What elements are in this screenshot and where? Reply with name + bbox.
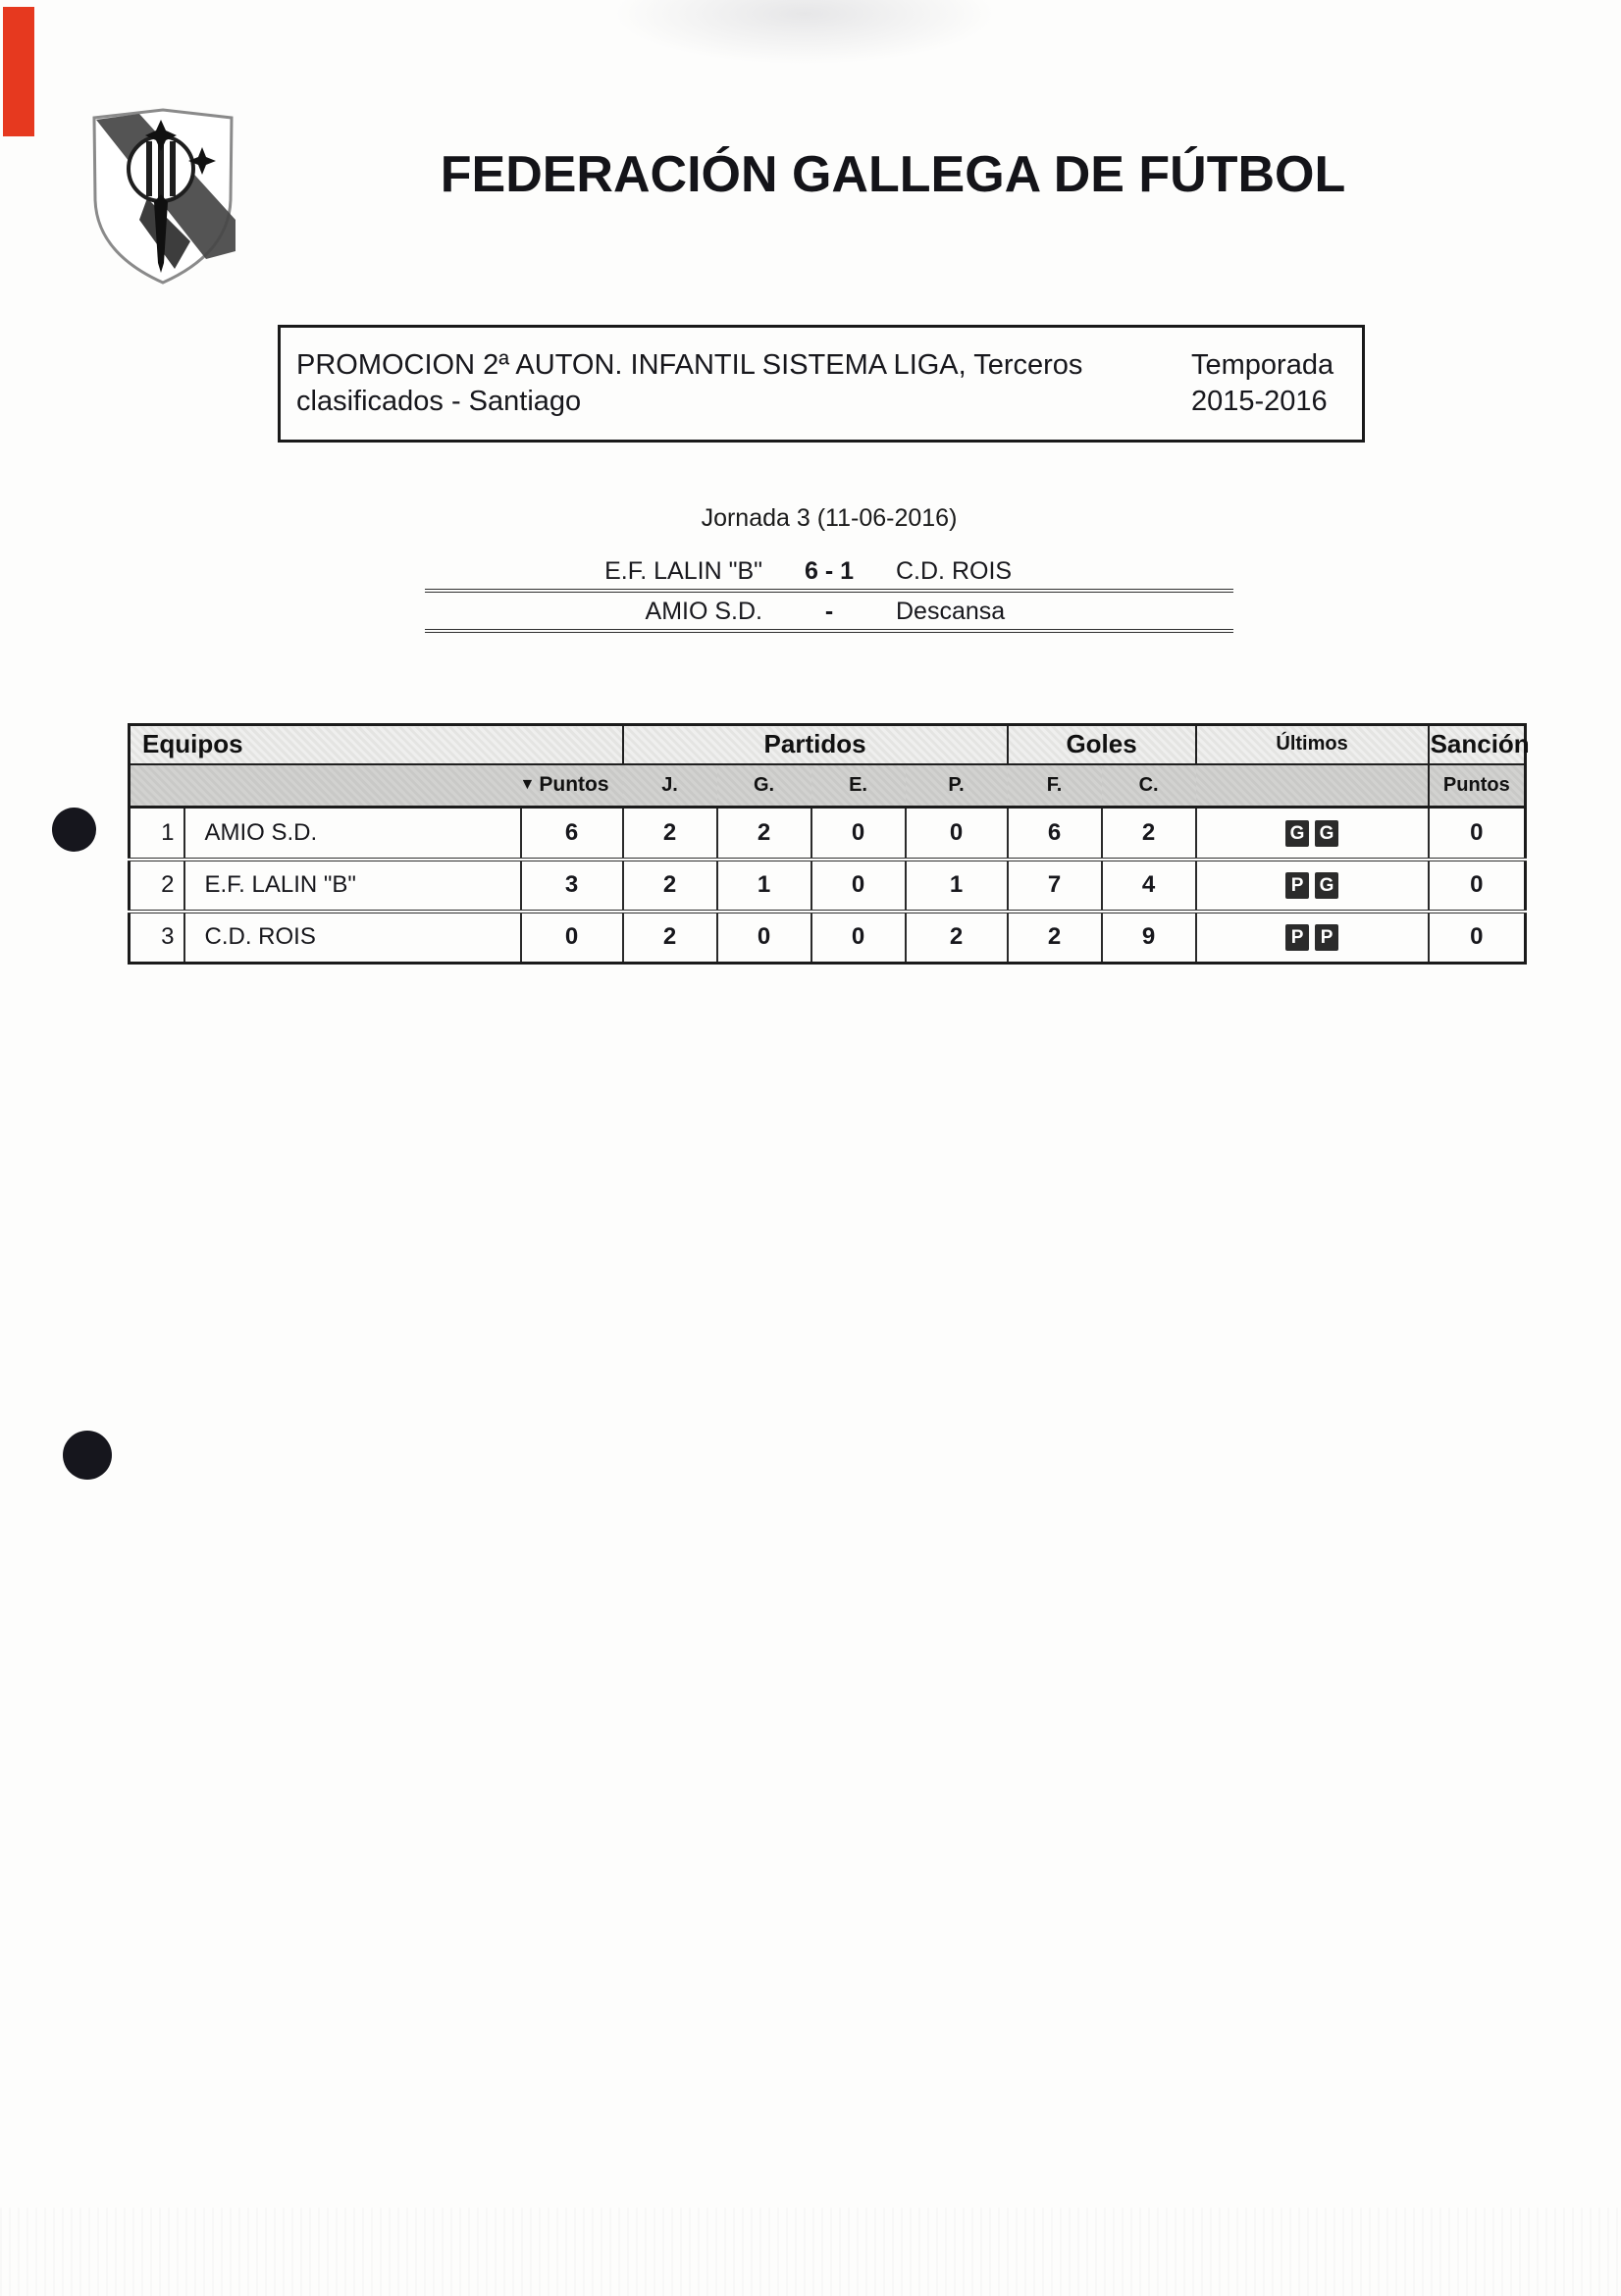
hole-punch-dot <box>52 808 96 852</box>
header-puntos-label: Puntos <box>539 773 609 797</box>
cell-sancion: 0 <box>1429 912 1526 964</box>
match-score: - <box>824 598 834 625</box>
cell-sancion: 0 <box>1429 808 1526 860</box>
header-c: C. <box>1102 764 1196 808</box>
header-ultimos: Últimos <box>1196 725 1429 764</box>
header-f: F. <box>1008 764 1102 808</box>
match-results <box>425 557 1233 638</box>
standings-table <box>128 723 1530 965</box>
cell-p: 2 <box>906 912 1008 964</box>
lost-badge: P <box>1285 872 1309 899</box>
standings-body <box>130 808 1526 964</box>
header-ultimos-empty <box>1196 764 1429 808</box>
season-label: Temporada <box>1191 349 1334 381</box>
competition-name-line2: clasificados - Santiago <box>296 386 582 417</box>
match-home-team: E.F. LALIN "B" <box>604 557 762 585</box>
lost-badge: P <box>1285 924 1309 951</box>
scan-noise-band <box>0 2208 1621 2296</box>
header-g: G. <box>717 764 811 808</box>
round-title: Jornada 3 (11-06-2016) <box>701 504 958 532</box>
header-p: P. <box>906 764 1008 808</box>
red-bookmark-tab <box>3 7 34 136</box>
cell-f: 7 <box>1008 860 1102 912</box>
document-title: FEDERACIÓN GALLEGA DE FÚTBOL <box>440 146 1346 203</box>
cell-ultimos <box>1196 860 1429 912</box>
header-partidos: Partidos <box>623 725 1008 764</box>
cell-e: 0 <box>811 860 906 912</box>
fgf-crest-logo <box>88 104 237 288</box>
scan-smudge <box>599 0 1011 69</box>
cell-g: 1 <box>717 860 811 912</box>
header-puntos-sorted <box>130 764 623 808</box>
cell-g: 2 <box>717 808 811 860</box>
standings-row <box>130 860 1526 912</box>
cell-c: 2 <box>1102 808 1196 860</box>
lost-badge: P <box>1315 924 1338 951</box>
competition-box <box>278 325 1365 443</box>
season-value: 2015-2016 <box>1191 386 1328 417</box>
cell-puntos: 3 <box>521 860 623 912</box>
cell-team: E.F. LALIN "B" <box>184 860 521 912</box>
competition-name-line1: PROMOCION 2ª AUTON. INFANTIL SISTEMA LIGA, Terceros <box>296 349 1083 381</box>
header-goles: Goles <box>1008 725 1196 764</box>
cell-sancion: 0 <box>1429 860 1526 912</box>
match-row <box>425 557 1233 593</box>
cell-team: AMIO S.D. <box>184 808 521 860</box>
won-badge: G <box>1315 872 1338 899</box>
cell-ultimos <box>1196 912 1429 964</box>
cell-ultimos <box>1196 808 1429 860</box>
cell-e: 0 <box>811 808 906 860</box>
cell-p: 0 <box>906 808 1008 860</box>
cell-pos: 2 <box>130 860 184 912</box>
header-j: J. <box>623 764 717 808</box>
cell-pos: 1 <box>130 808 184 860</box>
cell-c: 9 <box>1102 912 1196 964</box>
cell-f: 2 <box>1008 912 1102 964</box>
cell-p: 1 <box>906 860 1008 912</box>
season <box>1191 347 1362 420</box>
cell-j: 2 <box>623 860 717 912</box>
won-badge: G <box>1315 820 1338 847</box>
header-e: E. <box>811 764 906 808</box>
match-score: 6 - 1 <box>804 557 855 585</box>
sort-descending-icon: ▼ <box>519 776 536 794</box>
cell-j: 2 <box>623 808 717 860</box>
cell-puntos: 6 <box>521 808 623 860</box>
cell-team: C.D. ROIS <box>184 912 521 964</box>
header-equipos: Equipos <box>130 725 623 764</box>
cell-g: 0 <box>717 912 811 964</box>
header-sancion-puntos: Puntos <box>1429 764 1526 808</box>
standings-column-header-row <box>130 764 1526 808</box>
standings-row <box>130 912 1526 964</box>
standings-row <box>130 808 1526 860</box>
match-away-team: C.D. ROIS <box>896 557 1013 585</box>
match-home-team: AMIO S.D. <box>645 598 762 625</box>
cell-pos: 3 <box>130 912 184 964</box>
hole-punch-dot <box>63 1431 112 1480</box>
cell-puntos: 0 <box>521 912 623 964</box>
cell-f: 6 <box>1008 808 1102 860</box>
match-row <box>425 598 1233 633</box>
match-away-team: Descansa <box>896 598 1006 625</box>
standings-group-header-row <box>130 725 1526 764</box>
cell-c: 4 <box>1102 860 1196 912</box>
cell-e: 0 <box>811 912 906 964</box>
header-sancion: Sanción <box>1429 725 1526 764</box>
won-badge: G <box>1285 820 1309 847</box>
competition-name <box>281 347 1191 420</box>
cell-j: 2 <box>623 912 717 964</box>
